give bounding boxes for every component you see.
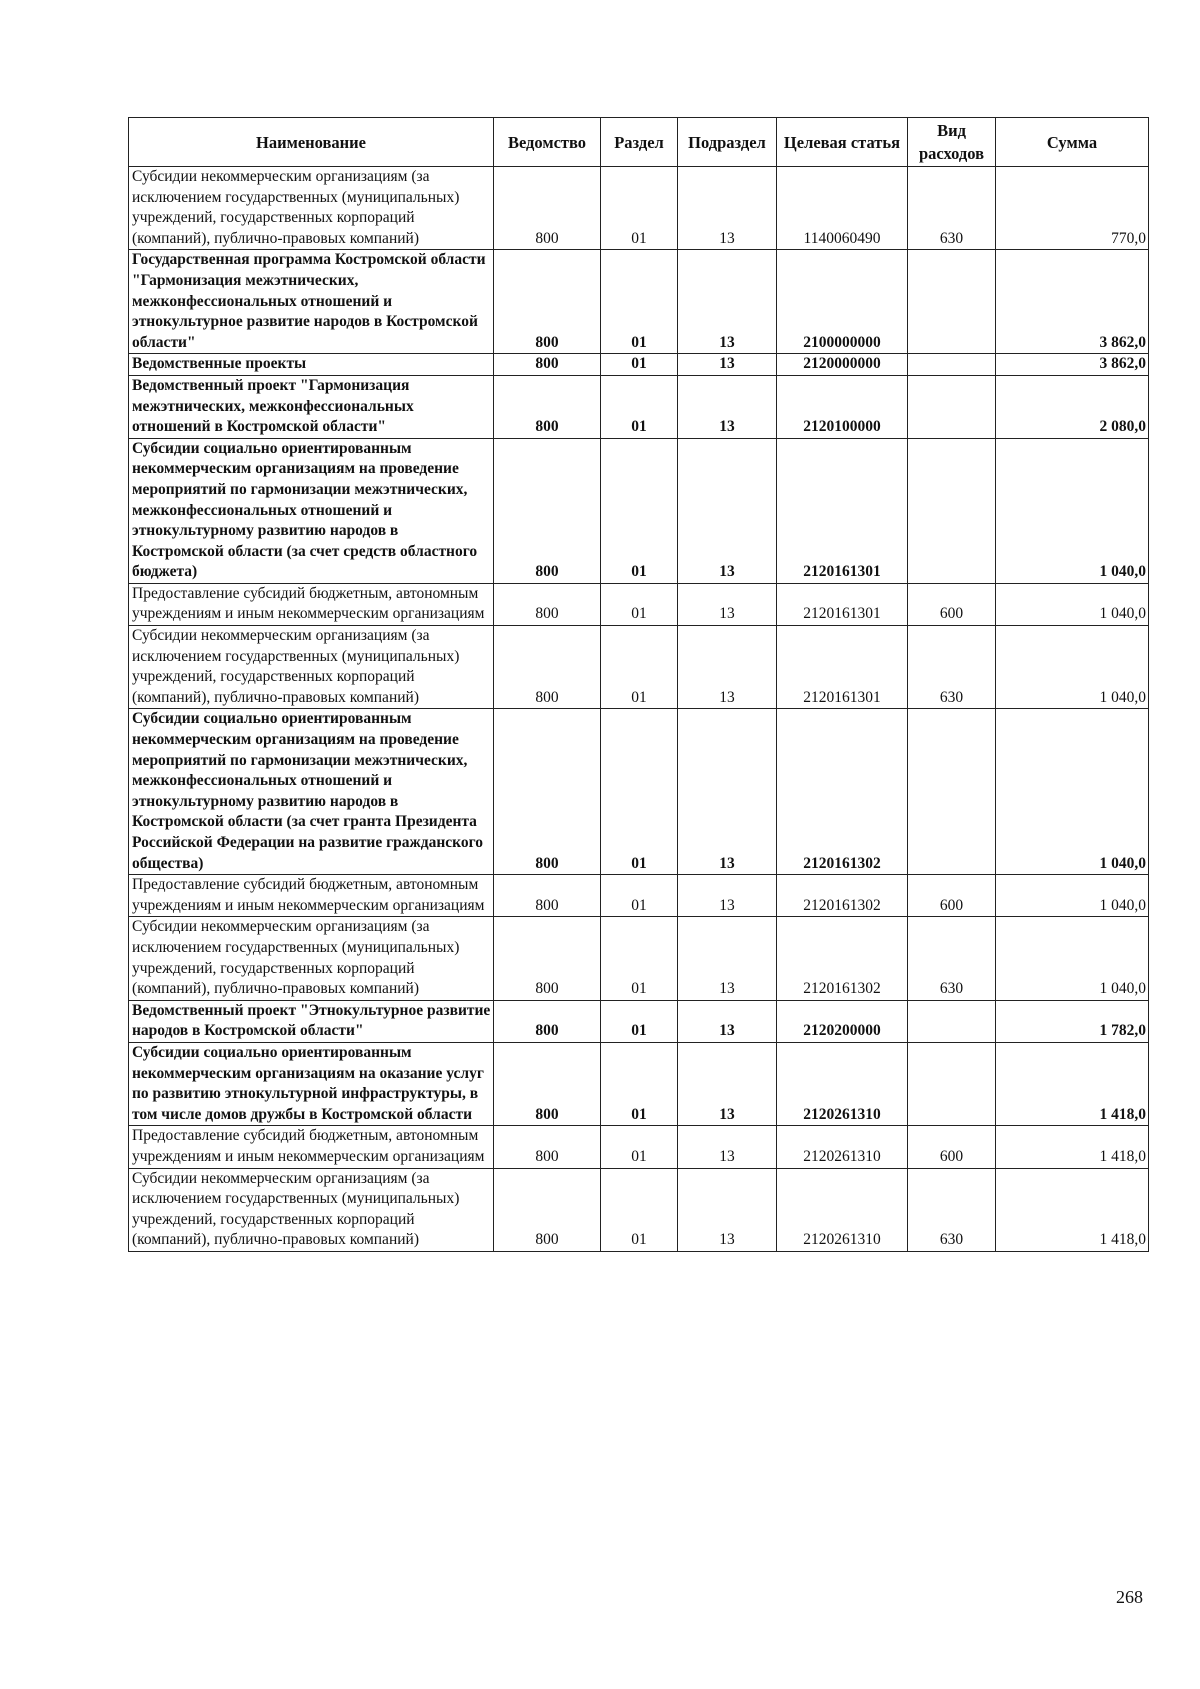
- table-row: [129, 167, 1149, 250]
- table-row: [129, 250, 1149, 354]
- cell-subsection: 13: [678, 1168, 777, 1251]
- cell-department: 800: [494, 167, 601, 250]
- cell-section: 01: [601, 1168, 678, 1251]
- cell-name: Субсидии социально ориентированным некоммерческим организациям на проведение мероприятий по гармонизации межэтнических, межконфессиональных отношений и этнокультурному развитию народов в Костромской области (за счет гранта Президента Российской Федерации на развитие гражданского общества): [129, 709, 494, 875]
- header-amount: Сумма: [996, 118, 1149, 167]
- cell-name: Субсидии некоммерческим организациям (за исключением государственных (муниципальных) учреждений, государственных корпораций (компаний), публично-правовых компаний): [129, 167, 494, 250]
- header-subsection: Подраздел: [678, 118, 777, 167]
- cell-amount: 1 040,0: [996, 917, 1149, 1000]
- cell-expense-type: [908, 709, 996, 875]
- cell-subsection: 13: [678, 1000, 777, 1042]
- cell-department: 800: [494, 1042, 601, 1125]
- cell-department: 800: [494, 438, 601, 583]
- cell-name: Ведомственные проекты: [129, 354, 494, 376]
- cell-subsection: 13: [678, 375, 777, 438]
- cell-expense-type: [908, 375, 996, 438]
- cell-expense-type: 630: [908, 1168, 996, 1251]
- cell-expense-type: [908, 354, 996, 376]
- cell-expense-type: 600: [908, 875, 996, 917]
- cell-department: 800: [494, 375, 601, 438]
- cell-target-article: 2120161301: [777, 583, 908, 625]
- cell-department: 800: [494, 354, 601, 376]
- cell-section: 01: [601, 626, 678, 709]
- cell-target-article: 2120261310: [777, 1168, 908, 1251]
- cell-target-article: 2120161301: [777, 626, 908, 709]
- cell-subsection: 13: [678, 709, 777, 875]
- cell-target-article: 2120000000: [777, 354, 908, 376]
- cell-amount: 1 040,0: [996, 583, 1149, 625]
- header-department: Ведомство: [494, 118, 601, 167]
- table-row: [129, 1126, 1149, 1168]
- cell-section: 01: [601, 1042, 678, 1125]
- cell-subsection: 13: [678, 875, 777, 917]
- cell-expense-type: 630: [908, 167, 996, 250]
- cell-department: 800: [494, 583, 601, 625]
- cell-name: Субсидии некоммерческим организациям (за исключением государственных (муниципальных) учреждений, государственных корпораций (компаний), публично-правовых компаний): [129, 626, 494, 709]
- cell-amount: 1 418,0: [996, 1168, 1149, 1251]
- table-row: [129, 1042, 1149, 1125]
- cell-department: 800: [494, 250, 601, 354]
- cell-target-article: 2120200000: [777, 1000, 908, 1042]
- cell-subsection: 13: [678, 250, 777, 354]
- table-row: [129, 438, 1149, 583]
- cell-expense-type: [908, 250, 996, 354]
- cell-expense-type: [908, 1042, 996, 1125]
- table-row: [129, 354, 1149, 376]
- cell-target-article: 2120261310: [777, 1042, 908, 1125]
- cell-department: 800: [494, 626, 601, 709]
- cell-amount: 1 418,0: [996, 1042, 1149, 1125]
- cell-amount: 3 862,0: [996, 354, 1149, 376]
- table-row: [129, 375, 1149, 438]
- cell-name: Государственная программа Костромской области "Гармонизация межэтнических, межконфессиональных отношений и этнокультурное развитие народов в Костромской области": [129, 250, 494, 354]
- table-row: [129, 1168, 1149, 1251]
- cell-expense-type: 600: [908, 583, 996, 625]
- cell-department: 800: [494, 917, 601, 1000]
- table-body: [129, 167, 1149, 1252]
- cell-name: Предоставление субсидий бюджетным, автономным учреждениям и иным некоммерческим организациям: [129, 583, 494, 625]
- cell-subsection: 13: [678, 626, 777, 709]
- table-row: [129, 626, 1149, 709]
- cell-name: Субсидии некоммерческим организациям (за исключением государственных (муниципальных) учреждений, государственных корпораций (компаний), публично-правовых компаний): [129, 917, 494, 1000]
- cell-target-article: 2120161302: [777, 875, 908, 917]
- cell-name: Субсидии социально ориентированным некоммерческим организациям на проведение мероприятий по гармонизации межэтнических, межконфессиональных отношений и этнокультурному развитию народов в Костромской области (за счет средств областного бюджета): [129, 438, 494, 583]
- cell-subsection: 13: [678, 1126, 777, 1168]
- cell-section: 01: [601, 250, 678, 354]
- header-name: Наименование: [129, 118, 494, 167]
- cell-amount: 2 080,0: [996, 375, 1149, 438]
- cell-subsection: 13: [678, 167, 777, 250]
- cell-amount: 770,0: [996, 167, 1149, 250]
- cell-section: 01: [601, 438, 678, 583]
- cell-department: 800: [494, 875, 601, 917]
- cell-subsection: 13: [678, 1042, 777, 1125]
- cell-amount: 1 040,0: [996, 626, 1149, 709]
- cell-amount: 1 418,0: [996, 1126, 1149, 1168]
- header-target-article: Целевая статья: [777, 118, 908, 167]
- cell-amount: 3 862,0: [996, 250, 1149, 354]
- table-header-row: [129, 118, 1149, 167]
- cell-department: 800: [494, 1000, 601, 1042]
- table-row: [129, 875, 1149, 917]
- cell-amount: 1 040,0: [996, 438, 1149, 583]
- cell-section: 01: [601, 583, 678, 625]
- cell-subsection: 13: [678, 917, 777, 1000]
- cell-name: Субсидии социально ориентированным некоммерческим организациям на оказание услуг по развитию этнокультурной инфраструктуры, в том числе домов дружбы в Костромской области: [129, 1042, 494, 1125]
- cell-name: Предоставление субсидий бюджетным, автономным учреждениям и иным некоммерческим организациям: [129, 1126, 494, 1168]
- table-row: [129, 583, 1149, 625]
- cell-section: 01: [601, 1126, 678, 1168]
- cell-section: 01: [601, 354, 678, 376]
- cell-section: 01: [601, 917, 678, 1000]
- cell-target-article: 2120161302: [777, 709, 908, 875]
- cell-name: Ведомственный проект "Гармонизация межэтнических, межконфессиональных отношений в Костромской области": [129, 375, 494, 438]
- cell-expense-type: [908, 438, 996, 583]
- table-row: [129, 709, 1149, 875]
- cell-expense-type: [908, 1000, 996, 1042]
- cell-amount: 1 040,0: [996, 875, 1149, 917]
- header-section: Раздел: [601, 118, 678, 167]
- cell-department: 800: [494, 1126, 601, 1168]
- header-expense-type: Вид расходов: [908, 118, 996, 167]
- table-row: [129, 1000, 1149, 1042]
- table-row: [129, 917, 1149, 1000]
- cell-section: 01: [601, 709, 678, 875]
- cell-amount: 1 040,0: [996, 709, 1149, 875]
- cell-target-article: 2120161302: [777, 917, 908, 1000]
- cell-section: 01: [601, 167, 678, 250]
- cell-target-article: 2120161301: [777, 438, 908, 583]
- cell-department: 800: [494, 1168, 601, 1251]
- cell-name: Ведомственный проект "Этнокультурное развитие народов в Костромской области": [129, 1000, 494, 1042]
- cell-section: 01: [601, 875, 678, 917]
- cell-expense-type: 630: [908, 626, 996, 709]
- cell-expense-type: 630: [908, 917, 996, 1000]
- cell-subsection: 13: [678, 354, 777, 376]
- cell-target-article: 2100000000: [777, 250, 908, 354]
- cell-subsection: 13: [678, 438, 777, 583]
- cell-department: 800: [494, 709, 601, 875]
- cell-name: Предоставление субсидий бюджетным, автономным учреждениям и иным некоммерческим организациям: [129, 875, 494, 917]
- budget-expenditure-table: [128, 117, 1149, 1252]
- cell-name: Субсидии некоммерческим организациям (за исключением государственных (муниципальных) учреждений, государственных корпораций (компаний), публично-правовых компаний): [129, 1168, 494, 1251]
- cell-amount: 1 782,0: [996, 1000, 1149, 1042]
- cell-subsection: 13: [678, 583, 777, 625]
- page-number: 268: [1116, 1587, 1143, 1607]
- cell-section: 01: [601, 1000, 678, 1042]
- cell-section: 01: [601, 375, 678, 438]
- cell-target-article: 2120100000: [777, 375, 908, 438]
- cell-target-article: 1140060490: [777, 167, 908, 250]
- cell-target-article: 2120261310: [777, 1126, 908, 1168]
- cell-expense-type: 600: [908, 1126, 996, 1168]
